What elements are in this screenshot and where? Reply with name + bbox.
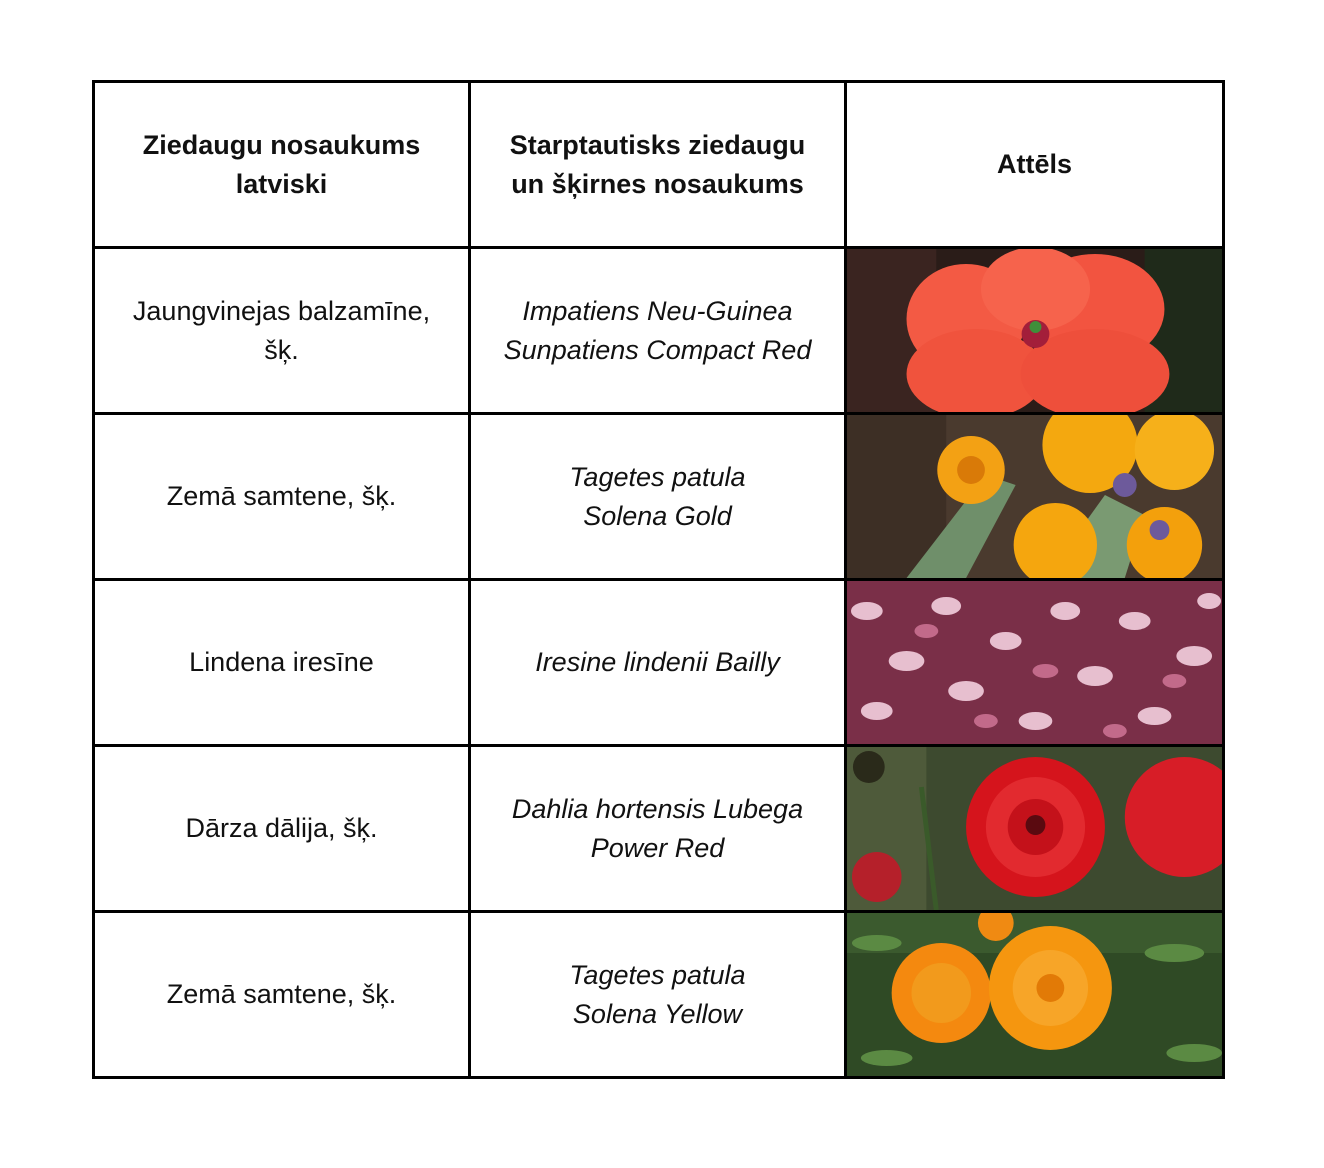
international-name-cell <box>470 414 846 580</box>
image-cell <box>846 248 1224 414</box>
image-cell <box>846 580 1224 746</box>
latvian-name-line1: Dārza dālija, šķ. <box>185 813 378 843</box>
orange-marigold-photo <box>847 913 1222 1076</box>
international-name-cell <box>470 746 846 912</box>
header-latvian-name <box>94 82 470 248</box>
latvian-name-cell <box>94 248 470 414</box>
red-impatiens-flower-photo <box>847 249 1222 412</box>
international-name-line2: Solena Yellow <box>572 998 743 1029</box>
international-name-line1: Dahlia hortensis Lubega <box>511 793 804 824</box>
latvian-name-cell <box>94 580 470 746</box>
latvian-name-cell <box>94 414 470 580</box>
international-name-line1: Iresine lindenii Bailly <box>535 647 780 677</box>
table-header-row <box>94 82 1224 248</box>
header-latvian-line2: latviski <box>235 168 328 199</box>
international-name-cell <box>470 248 846 414</box>
international-name-line1: Impatiens Neu-Guinea <box>522 295 793 326</box>
flower-table <box>92 80 1225 1079</box>
international-name-line1: Tagetes patula <box>569 959 746 990</box>
header-image <box>846 82 1224 248</box>
international-name-line2: Sunpatiens Compact Red <box>503 334 812 365</box>
latvian-name-cell <box>94 912 470 1078</box>
image-cell <box>846 746 1224 912</box>
header-international-name <box>470 82 846 248</box>
table-row <box>94 580 1224 746</box>
international-name-line1: Tagetes patula <box>569 461 746 492</box>
header-image-label: Attēls <box>996 149 1072 179</box>
latvian-name-line1: Jaungvinejas balzamīne, <box>132 295 431 326</box>
international-name-cell <box>470 912 846 1078</box>
latvian-name-line1: Zemā samtene, šķ. <box>166 481 397 511</box>
international-name-line2: Solena Gold <box>583 500 732 531</box>
header-international-line1: Starptautisks ziedaugu <box>509 129 806 160</box>
pink-iresine-foliage-photo <box>847 581 1222 744</box>
header-latvian-line1: Ziedaugu nosaukums <box>142 129 421 160</box>
latvian-name-line1: Lindena iresīne <box>189 647 374 677</box>
latvian-name-line1: Zemā samtene, šķ. <box>166 979 397 1009</box>
table-row <box>94 248 1224 414</box>
image-cell <box>846 912 1224 1078</box>
international-name-cell <box>470 580 846 746</box>
header-international-line2: un šķirnes nosaukums <box>511 168 804 199</box>
table-row <box>94 414 1224 580</box>
table-row <box>94 746 1224 912</box>
latvian-name-cell <box>94 746 470 912</box>
international-name-line2: Power Red <box>590 832 725 863</box>
image-cell <box>846 414 1224 580</box>
table-row <box>94 912 1224 1078</box>
red-dahlia-photo <box>847 747 1222 910</box>
latvian-name-line2: šķ. <box>264 334 299 365</box>
gold-marigold-photo <box>847 415 1222 578</box>
